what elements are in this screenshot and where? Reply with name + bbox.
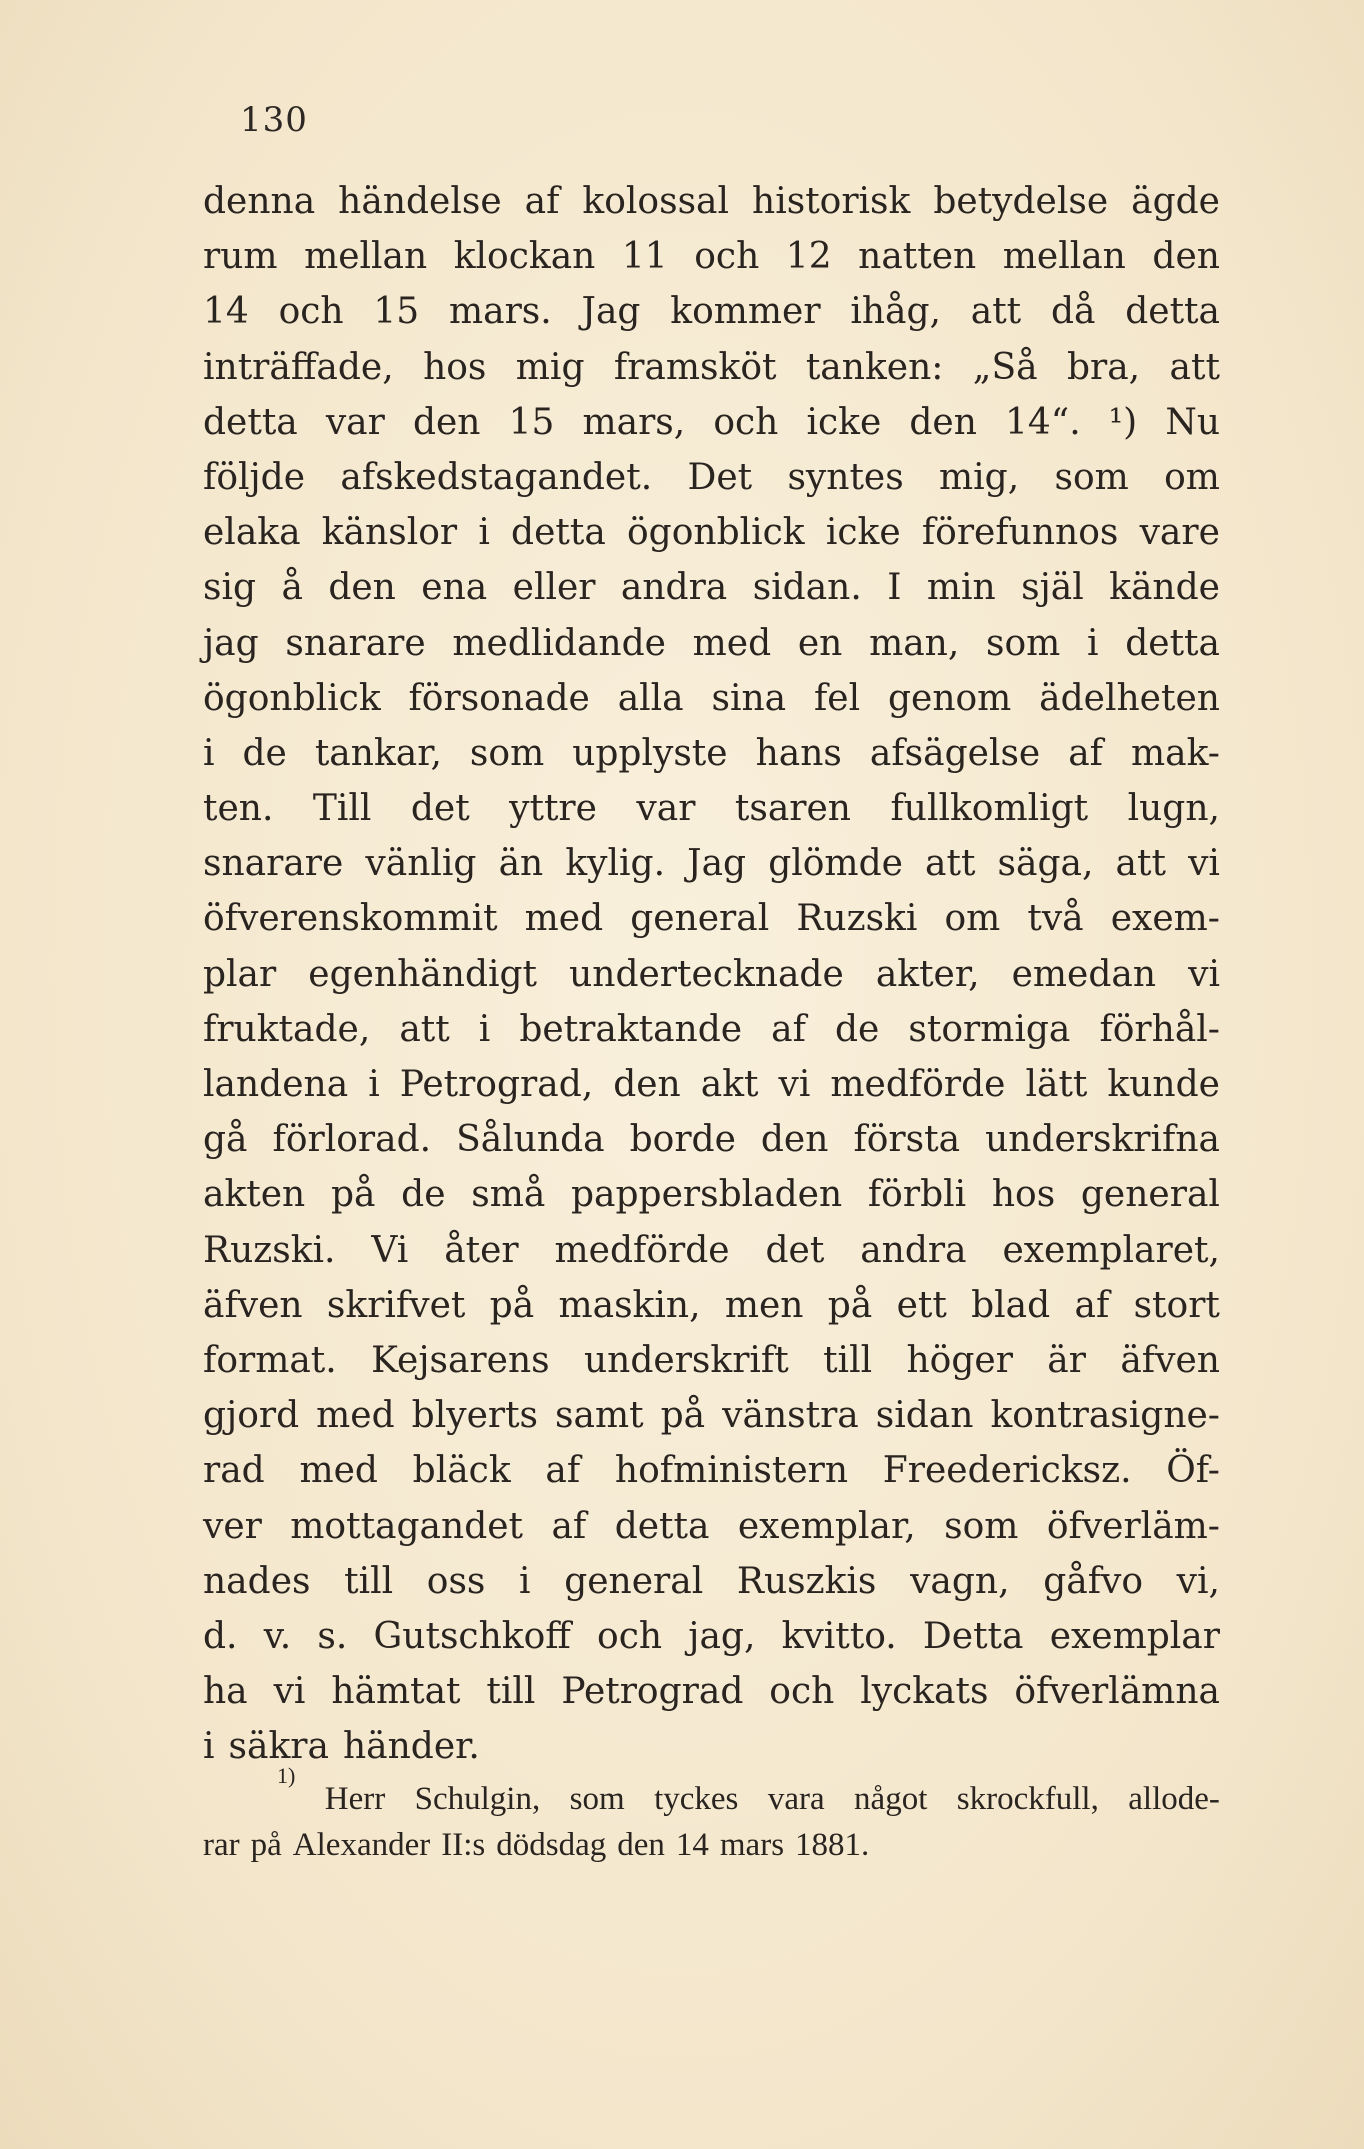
- footnote-marker: 1): [277, 1763, 296, 1788]
- text-line: ver mottagandet af detta exemplar, som öfverläm-: [203, 1505, 1220, 1547]
- footnote-line: 1) Herr Schulgin, som tyckes vara något skrockfull, allode-: [203, 1776, 1220, 1822]
- text-line: Ruzski. Vi åter medförde det andra exemplaret,: [203, 1229, 1220, 1271]
- text-line: ögonblick försonade alla sina fel genom ädelheten: [203, 677, 1220, 719]
- body-text: [203, 174, 1220, 1774]
- text-line: ten. Till det yttre var tsaren fullkomligt lugn,: [203, 788, 1220, 830]
- text-line: gå förlorad. Sålunda borde den första underskrifna: [203, 1119, 1220, 1161]
- text-line: elaka känslor i detta ögonblick icke förefunnos vare: [203, 512, 1220, 554]
- text-line: jag snarare medlidande med en man, som i detta: [203, 622, 1220, 664]
- text-line: rum mellan klockan 11 och 12 natten mellan den: [203, 236, 1220, 278]
- text-line: gjord med blyerts samt på vänstra sidan kontrasigne-: [203, 1395, 1220, 1437]
- text-line: nades till oss i general Ruszkis vagn, gåfvo vi,: [203, 1560, 1220, 1602]
- text-line: snarare vänlig än kylig. Jag glömde att säga, att vi: [203, 843, 1220, 885]
- text-line: akten på de små pappersbladen förbli hos general: [203, 1174, 1220, 1216]
- page-number: 130: [240, 100, 308, 140]
- text-line: format. Kejsarens underskrift till höger är äfven: [203, 1339, 1220, 1381]
- text-line: 14 och 15 mars. Jag kommer ihåg, att då detta: [203, 291, 1220, 333]
- text-line: landena i Petrograd, den akt vi medförde lätt kunde: [203, 1064, 1220, 1105]
- text-line: öfverenskommit med general Ruzski om två exem-: [203, 898, 1220, 940]
- text-line: denna händelse af kolossal historisk betydelse ägde: [203, 181, 1220, 222]
- text-line: äfven skrifvet på maskin, men på ett blad af stort: [203, 1284, 1220, 1326]
- text-line: sig å den ena eller andra sidan. I min själ kände: [203, 567, 1220, 609]
- text-line: i de tankar, som upplyste hans afsägelse af mak-: [203, 732, 1220, 774]
- text-line: rad med bläck af hofministern Freedericksz. Öf-: [203, 1450, 1220, 1492]
- text-line: plar egenhändigt undertecknade akter, emedan vi: [203, 953, 1220, 995]
- text-line: d. v. s. Gutschkoff och jag, kvitto. Detta exemplar: [203, 1615, 1220, 1657]
- footnote: [203, 1763, 1220, 1868]
- text-line: detta var den 15 mars, och icke den 14“. ¹) Nu: [203, 401, 1220, 443]
- text-line: följde afskedstagandet. Det syntes mig, som om: [203, 456, 1220, 498]
- footnote-line: rar på Alexander II:s dödsdag den 14 mars 1881.: [203, 1827, 870, 1863]
- text-line: fruktade, att i betraktande af de stormiga förhål-: [203, 1008, 1220, 1050]
- text-line: inträffade, hos mig framsköt tanken: „Så bra, att: [203, 346, 1220, 388]
- text-line: i säkra händer.: [203, 1726, 480, 1768]
- text-line: ha vi hämtat till Petrograd och lyckats öfverlämna: [203, 1671, 1220, 1713]
